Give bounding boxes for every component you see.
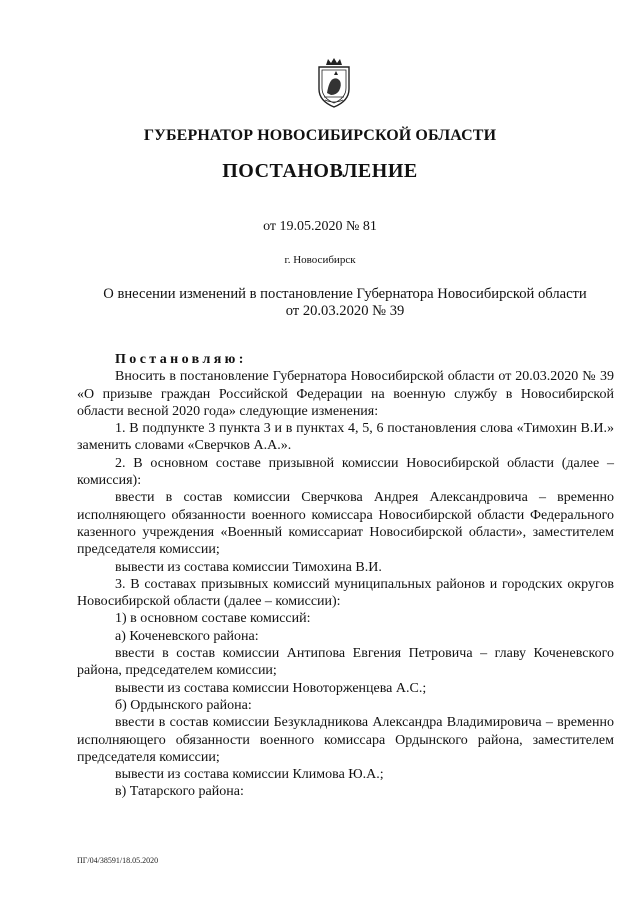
document-body: [77, 351, 614, 801]
document-code: ПГ/04/38591/18.05.2020: [77, 856, 159, 865]
paragraph: ввести в состав комиссии Безукладникова Александра Владимировича – временно исполняющего обязанности военного комиссара Ордынского района, заместителем председателя комиссии;: [77, 715, 614, 765]
document-date-number: от 19.05.2020 № 81: [263, 219, 377, 234]
resolution-lead: Постановляю:: [115, 352, 247, 367]
subject-line-2: от 20.03.2020 № 39: [285, 303, 405, 319]
paragraph: б) Ордынского района:: [115, 697, 252, 713]
paragraph: 3. В составах призывных комиссий муниципальных районов и городских округов Новосибирской области (далее – комиссии):: [77, 576, 614, 610]
paragraph: вывести из состава комиссии Новоторженцева А.С.;: [115, 680, 427, 696]
paragraph: ввести в состав комиссии Сверчкова Андрея Александровича – временно исполняющего обязанности военного комиссара Новосибирской области Федерального казенного учреждения «Военный комиссариат Новосибирской области», заместителем председателя комиссии;: [77, 490, 614, 558]
subject-line-1: О внесении изменений в постановление Губернатора Новосибирской области: [103, 286, 587, 302]
paragraph: Вносить в постановление Губернатора Новосибирской области от 20.03.2020 № 39 «О призыве граждан Российской Федерации на военную службу в Новосибирской области весной 2020 года» следующие изменения:: [77, 369, 614, 419]
document-city: г. Новосибирск: [284, 254, 356, 266]
paragraph: 2. В основном составе призывной комиссии Новосибирской области (далее – комиссия):: [77, 455, 614, 489]
paragraph: в) Татарского района:: [115, 784, 244, 800]
paragraph: вывести из состава комиссии Климова Ю.А.;: [115, 767, 384, 783]
document-type-title: ПОСТАНОВЛЕНИЕ: [222, 160, 418, 182]
issuer-title: ГУБЕРНАТОР НОВОСИБИРСКОЙ ОБЛАСТИ: [143, 127, 497, 144]
document-subject: [80, 286, 610, 320]
paragraph: вывести из состава комиссии Тимохина В.И.: [115, 559, 382, 575]
coat-of-arms-icon: [313, 57, 355, 109]
paragraph: ввести в состав комиссии Антипова Евгения Петровича – главу Коченевского района, председателем комиссии;: [77, 646, 614, 679]
paragraph: 1. В подпункте 3 пункта 3 и в пунктах 4, 5, 6 постановления слова «Тимохин В.И.» заменить словами «Сверчков А.А.».: [77, 421, 614, 454]
paragraph: а) Коченевского района:: [115, 628, 259, 644]
paragraph: 1) в основном составе комиссий:: [115, 611, 311, 627]
